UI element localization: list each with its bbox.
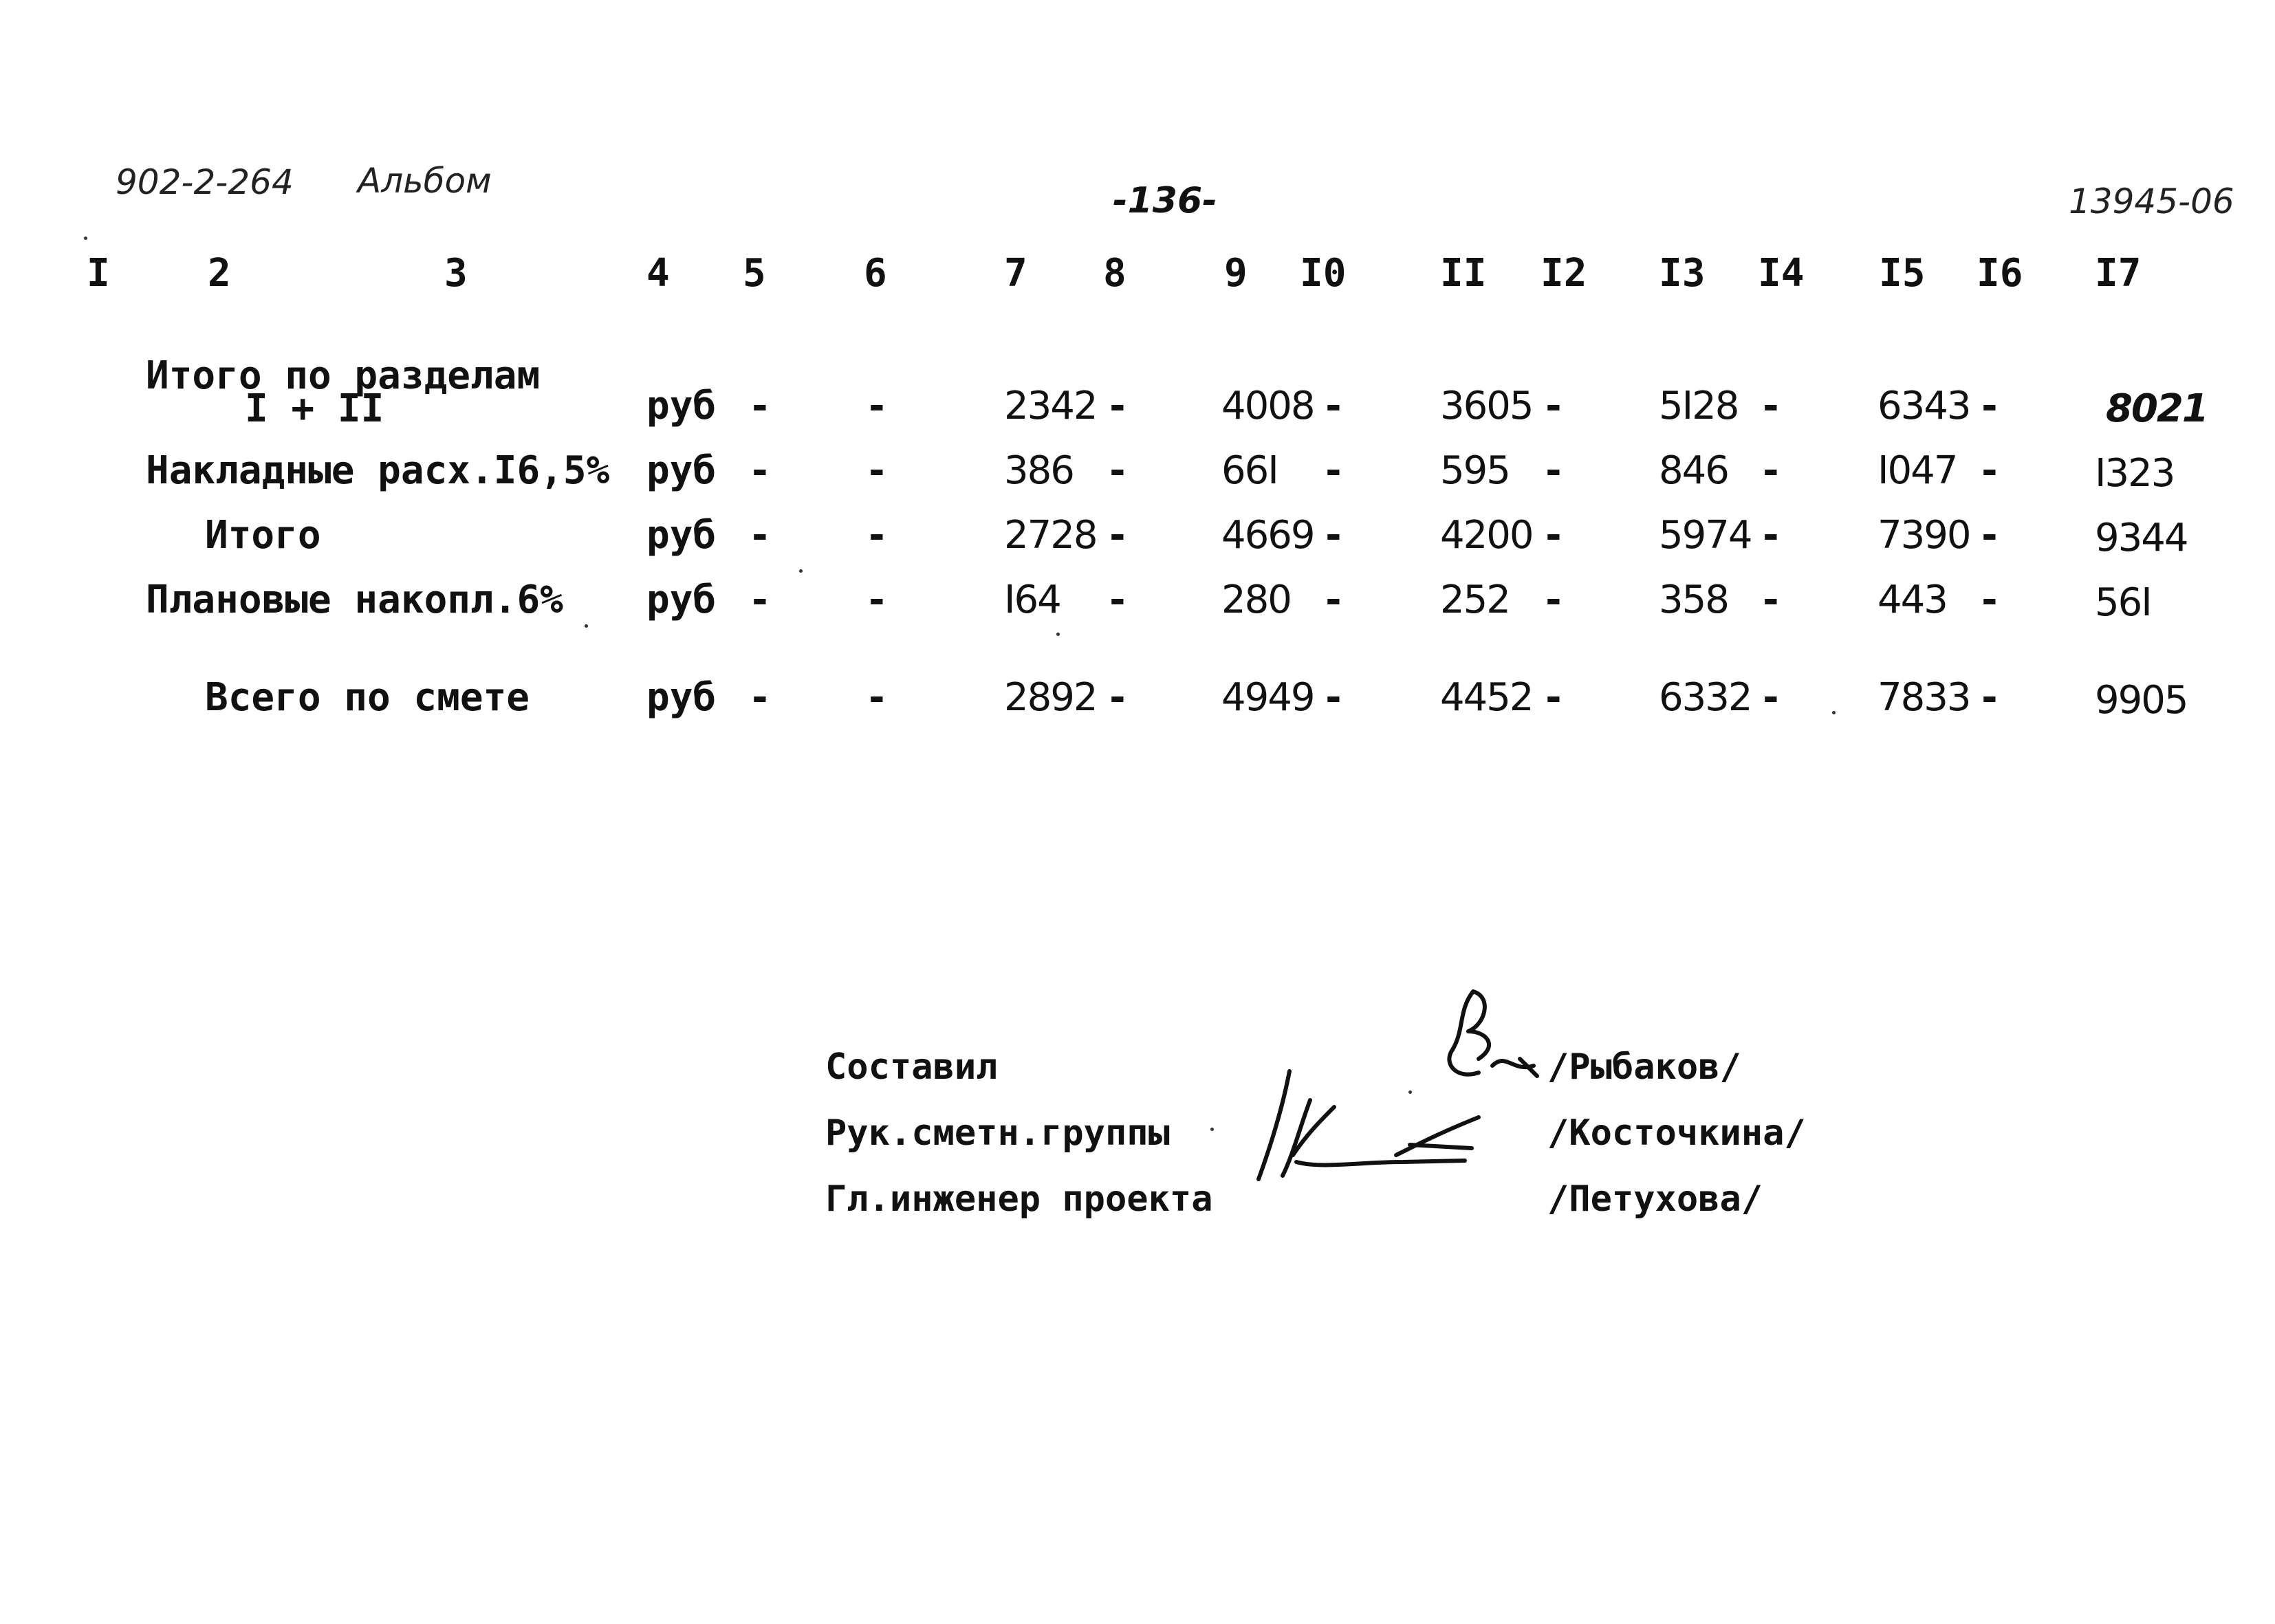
dash-cell: - (865, 578, 889, 622)
signature-role: Рук.сметн.группы (825, 1112, 1170, 1154)
column-number: 5 (743, 251, 766, 296)
column-number: 3 (444, 251, 468, 296)
value-cell: 595 (1440, 448, 1510, 493)
dash-cell: - (1759, 384, 1783, 428)
dash-cell: - (1759, 675, 1783, 720)
column-number: I5 (1879, 251, 1926, 296)
column-number: 2 (208, 251, 231, 296)
value-cell: 386 (1004, 448, 1074, 493)
dash-cell: - (1322, 513, 1345, 558)
value-cell: 5974 (1659, 513, 1752, 558)
value-cell: 9344 (2095, 516, 2188, 560)
dash-cell: - (865, 384, 889, 428)
dash-cell: - (1759, 448, 1783, 493)
album-label: Альбом (358, 161, 492, 201)
dash-cell: - (748, 384, 772, 428)
dash-cell: - (1978, 578, 2001, 622)
dash-cell: - (865, 675, 889, 720)
value-cell: 4452 (1440, 675, 1533, 720)
unit-cell: руб (646, 448, 717, 493)
dash-cell: - (1106, 675, 1129, 720)
signatory-name: /Петухова/ (1547, 1178, 1763, 1220)
column-number: I3 (1659, 251, 1706, 296)
value-cell: 6343 (1877, 384, 1970, 428)
column-number: 7 (1004, 251, 1027, 296)
row-label: Накладные расх.I6,5% (146, 448, 610, 493)
column-number: 4 (646, 251, 670, 296)
value-cell: 2892 (1004, 675, 1097, 720)
signatory-name: /Косточкина/ (1547, 1112, 1806, 1154)
value-cell: 252 (1440, 578, 1510, 622)
value-cell: 56I (2095, 580, 2151, 625)
value-cell: 4669 (1221, 513, 1314, 558)
column-number: I6 (1977, 251, 2023, 296)
value-cell: I323 (2095, 451, 2175, 496)
dash-cell: - (1322, 578, 1345, 622)
value-cell: 8021 (2106, 386, 2208, 431)
column-number: I0 (1300, 251, 1347, 296)
signature-role: Гл.инженер проекта (825, 1178, 1213, 1220)
dash-cell: - (1978, 384, 2001, 428)
row-label: Всего по смете (205, 675, 530, 720)
dash-cell: - (1542, 675, 1565, 720)
value-cell: 9905 (2095, 678, 2188, 723)
dash-cell: - (1759, 578, 1783, 622)
value-cell: 3605 (1440, 384, 1533, 428)
project-code: 902-2-264 (116, 162, 294, 202)
dash-cell: - (865, 513, 889, 558)
signature-role: Составил (825, 1046, 998, 1088)
dash-cell: - (1106, 513, 1129, 558)
dash-cell: - (1322, 675, 1345, 720)
dash-cell: - (1542, 448, 1565, 493)
dash-cell: - (1759, 513, 1783, 558)
dash-cell: - (1542, 578, 1565, 622)
column-number: I7 (2095, 251, 2142, 296)
dash-cell: - (748, 675, 772, 720)
dash-cell: - (748, 513, 772, 558)
value-cell: 5I28 (1659, 384, 1739, 428)
dash-cell: - (1322, 448, 1345, 493)
value-cell: 2342 (1004, 384, 1097, 428)
column-number: I4 (1758, 251, 1805, 296)
value-cell: 4949 (1221, 675, 1314, 720)
dash-cell: - (1542, 384, 1565, 428)
signatory-name: /Рыбаков/ (1547, 1046, 1741, 1088)
value-cell: 358 (1659, 578, 1728, 622)
value-cell: 443 (1877, 578, 1947, 622)
column-number: I (87, 251, 110, 296)
dash-cell: - (1106, 384, 1129, 428)
document-number: 13945-06 (2069, 182, 2234, 221)
value-cell: 4200 (1440, 513, 1533, 558)
unit-cell: руб (646, 578, 717, 622)
handwritten-signature-kostochkina (1252, 1059, 1499, 1196)
value-cell: 66I (1221, 448, 1278, 493)
column-number: II (1440, 251, 1487, 296)
value-cell: 7390 (1877, 513, 1970, 558)
unit-cell: руб (646, 675, 717, 720)
column-number: 8 (1103, 251, 1126, 296)
dash-cell: - (1542, 513, 1565, 558)
dash-cell: - (1322, 384, 1345, 428)
dash-cell: - (865, 448, 889, 493)
dash-cell: - (1106, 448, 1129, 493)
row-label-line1: Итого по разделам (146, 353, 541, 398)
value-cell: I047 (1877, 448, 1957, 493)
value-cell: 4008 (1221, 384, 1314, 428)
dash-cell: - (1978, 448, 2001, 493)
row-label: Плановые накопл.6% (146, 578, 563, 622)
column-number: I2 (1541, 251, 1587, 296)
column-number: 6 (864, 251, 887, 296)
page-number: -136- (1113, 180, 1217, 221)
dash-cell: - (1106, 578, 1129, 622)
value-cell: I64 (1004, 578, 1060, 622)
row-label: Итого (205, 513, 321, 558)
value-cell: 2728 (1004, 513, 1097, 558)
value-cell: 846 (1659, 448, 1728, 493)
dash-cell: - (1978, 513, 2001, 558)
dash-cell: - (748, 448, 772, 493)
value-cell: 280 (1221, 578, 1291, 622)
value-cell: 7833 (1877, 675, 1970, 720)
value-cell: 6332 (1659, 675, 1752, 720)
column-number: 9 (1224, 251, 1248, 296)
unit-cell: руб (646, 384, 717, 428)
unit-cell: руб (646, 513, 717, 558)
row-label-line2: I + II (245, 386, 384, 431)
dash-cell: - (1978, 675, 2001, 720)
dash-cell: - (748, 578, 772, 622)
